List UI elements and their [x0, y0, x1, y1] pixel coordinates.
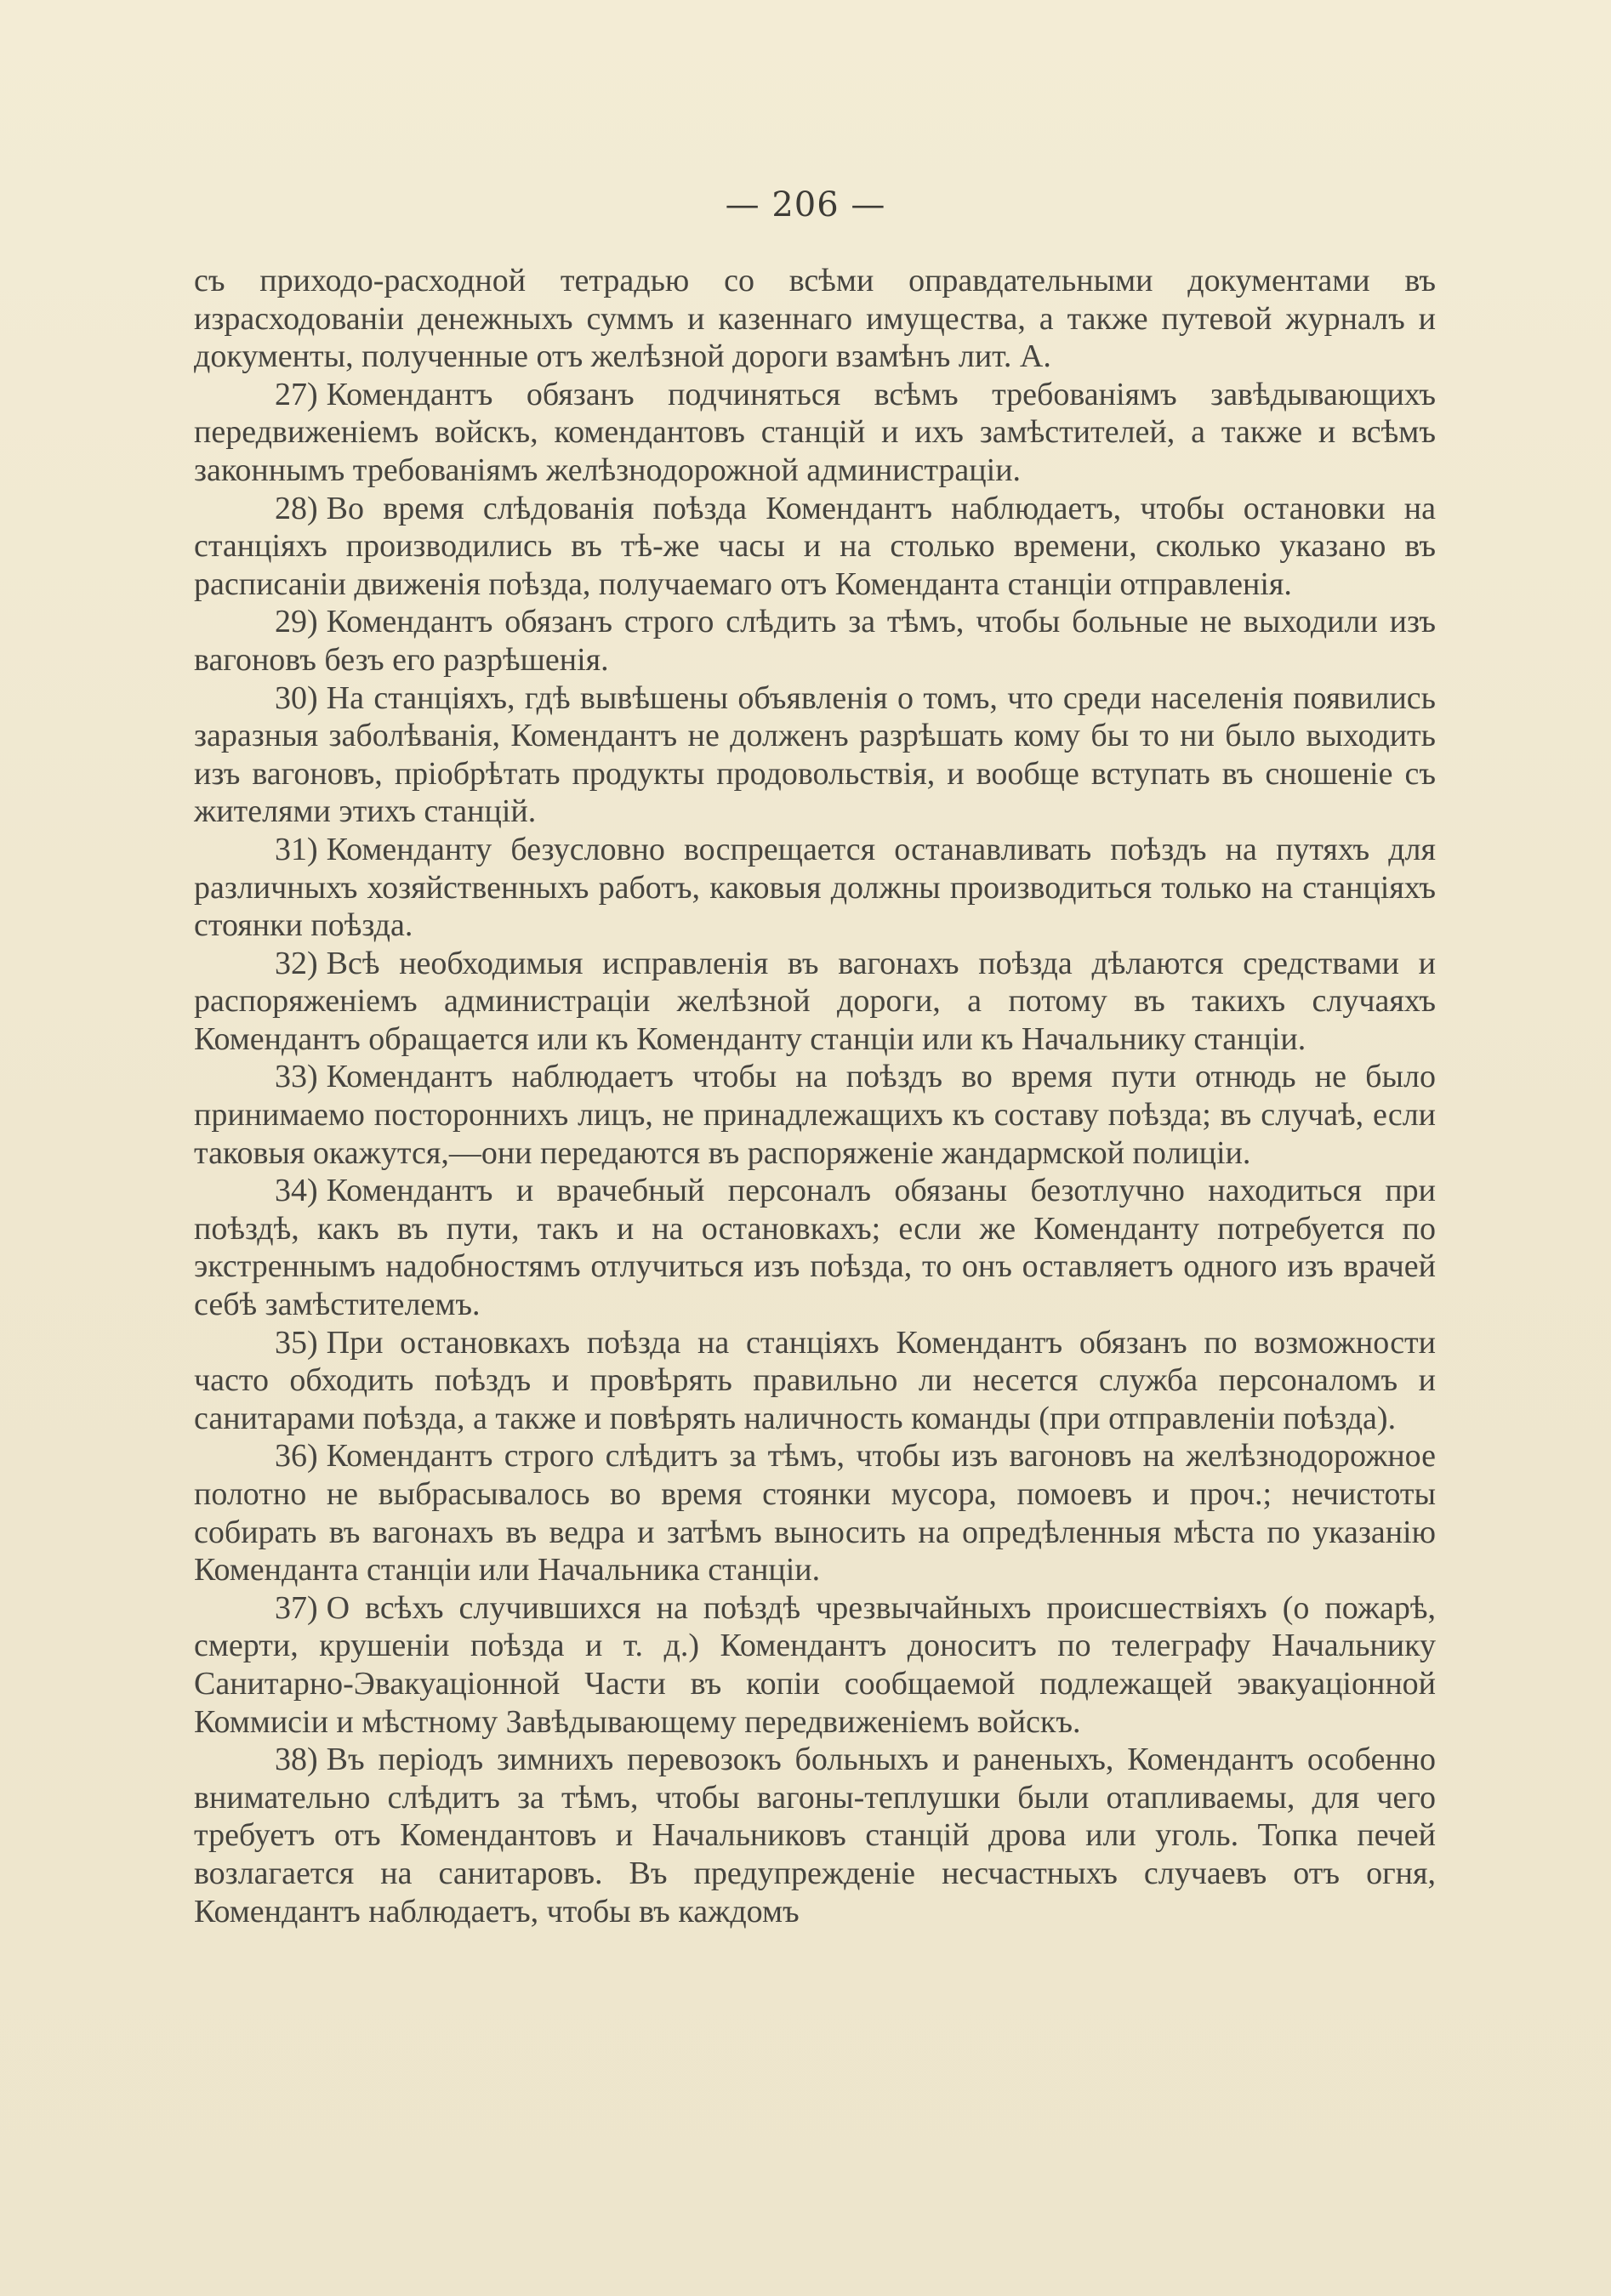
paragraph-text: При остановкахъ поѣзда на станціяхъ Комендантъ обязанъ по возможности часто обходить поѣздъ и провѣрять правильно ли несется служба персоналомъ и санитарами поѣзда, а также и повѣрять наличность команды (при отправленіи поѣзда).: [194, 1324, 1436, 1436]
paragraph-number: 30): [275, 679, 318, 716]
paragraph-33: [194, 1058, 1436, 1172]
paragraph-number: 29): [275, 604, 318, 640]
paragraph-text: На станціяхъ, гдѣ вывѣшены объявленія о томъ, что среди населенія появились заразныя заболѣванія, Комендантъ не долженъ разрѣшать кому бы то ни было выходить изъ вагоновъ, пріобрѣтать продукты продовольствія, и вообще вступать въ сношеніе съ жителями этихъ станцій.: [194, 679, 1436, 830]
paragraph-34: [194, 1172, 1436, 1323]
paragraph-27: [194, 376, 1436, 490]
paragraph-text: Комендантъ и врачебный персоналъ обязаны безотлучно находиться при поѣздѣ, какъ въ пути, такъ и на остановкахъ; если же Коменданту потребуется по экстреннымъ надобностямъ отлучиться изъ поѣзда, то онъ оставляетъ одного изъ врачей себѣ замѣстителемъ.: [194, 1173, 1436, 1323]
paragraph-32: [194, 945, 1436, 1059]
paragraph-text: Комендантъ строго слѣдитъ за тѣмъ, чтобы изъ вагоновъ на желѣзнодорожное полотно не выбрасывалось во время стоянки мусора, помоевъ и проч.; нечистоты собирать въ вагонахъ въ ведра и затѣмъ выносить на опредѣленныя мѣста по указанію Коменданта станціи или Начальника станціи.: [194, 1438, 1436, 1588]
paragraph-text: Комендантъ обязанъ строго слѣдить за тѣмъ, чтобы больные не выходили изъ вагоновъ безъ его разрѣшенія.: [194, 604, 1436, 678]
paragraph-text: Комендантъ наблюдаетъ чтобы на поѣздъ во время пути отнюдь не было принимаемо постороннихъ лицъ, не принадлежащихъ къ составу поѣзда; въ случаѣ, если таковыя окажутся,—они передаются въ распоряженіе жандармской полиціи.: [194, 1059, 1436, 1171]
paragraph-text: Коменданту безусловно воспрещается останавливать поѣздъ на путяхъ для различныхъ хозяйственныхъ работъ, каковыя должны производиться только на станціяхъ стоянки поѣзда.: [194, 831, 1436, 944]
paragraph-number: 27): [275, 376, 318, 412]
paragraph-number: 36): [275, 1438, 318, 1475]
paragraph-text: Комендантъ обязанъ подчиняться всѣмъ требованіямъ завѣдывающихъ передвиженіемъ войскъ, комендантовъ станцій и ихъ замѣстителей, а также и всѣмъ законнымъ требованіямъ желѣзнодорожной администраціи.: [194, 376, 1436, 488]
paragraph-text: О всѣхъ случившихся на поѣздѣ чрезвычайныхъ происшествіяхъ (о пожарѣ, смерти, крушеніи поѣзда и т. д.) Комендантъ доноситъ по телеграфу Начальнику Санитарно-Эвакуаціонной Части въ копіи сообщаемой подлежащей эвакуаціонной Коммисіи и мѣстному Завѣдывающему передвиженіемъ войскъ.: [194, 1589, 1436, 1740]
paragraph-38: [194, 1741, 1436, 1930]
paragraph-30: [194, 679, 1436, 831]
paragraph-number: 35): [275, 1324, 318, 1361]
paragraph-number: 38): [275, 1742, 318, 1778]
paragraph-35: [194, 1324, 1436, 1438]
page-number: — 206 —: [725, 185, 886, 224]
paragraph-number: 28): [275, 490, 318, 526]
paragraph-text: съ приходо-расходной тетрадью со всѣми оправдательными документами въ израсходованіи денежныхъ суммъ и казеннаго имущества, а также путевой журналъ и документы, полученные отъ желѣзной дороги взамѣнъ лит. А.: [194, 263, 1436, 375]
paragraph-text: Всѣ необходимыя исправленія въ вагонахъ поѣзда дѣлаются средствами и распоряженіемъ администраціи желѣзной дороги, а потому въ такихъ случаяхъ Комендантъ обращается или къ Коменданту станціи или къ Начальнику станціи.: [194, 945, 1436, 1057]
paragraph-29: [194, 603, 1436, 679]
paragraph-number: 37): [275, 1589, 318, 1626]
paragraph-36: [194, 1437, 1436, 1588]
paragraph-number: 34): [275, 1173, 318, 1209]
paragraph-28: [194, 490, 1436, 604]
paragraph-31: [194, 831, 1436, 945]
paragraph-continuation: [194, 262, 1436, 376]
paragraph-text: Во время слѣдованія поѣзда Комендантъ наблюдаетъ, чтобы остановки на станціяхъ производились въ тѣ-же часы и на столько времени, сколько указано въ расписаніи движенія поѣзда, получаемаго отъ Коменданта станціи отправленія.: [194, 490, 1436, 602]
paragraph-text: Въ періодъ зимнихъ перевозокъ больныхъ и раненыхъ, Комендантъ особенно внимательно слѣдитъ за тѣмъ, чтобы вагоны-теплушки были отапливаемы, для чего требуетъ отъ Комендантовъ и Начальниковъ станцій дрова или уголь. Топка печей возлагается на санитаровъ. Въ предупрежденіе несчастныхъ случаевъ отъ огня, Комендантъ наблюдаетъ, чтобы въ каждомъ: [194, 1742, 1436, 1929]
paragraph-number: 33): [275, 1059, 318, 1095]
body-text: [194, 262, 1436, 1930]
paragraph-number: 31): [275, 831, 318, 867]
paragraph-37: [194, 1589, 1436, 1741]
paragraph-number: 32): [275, 945, 318, 981]
